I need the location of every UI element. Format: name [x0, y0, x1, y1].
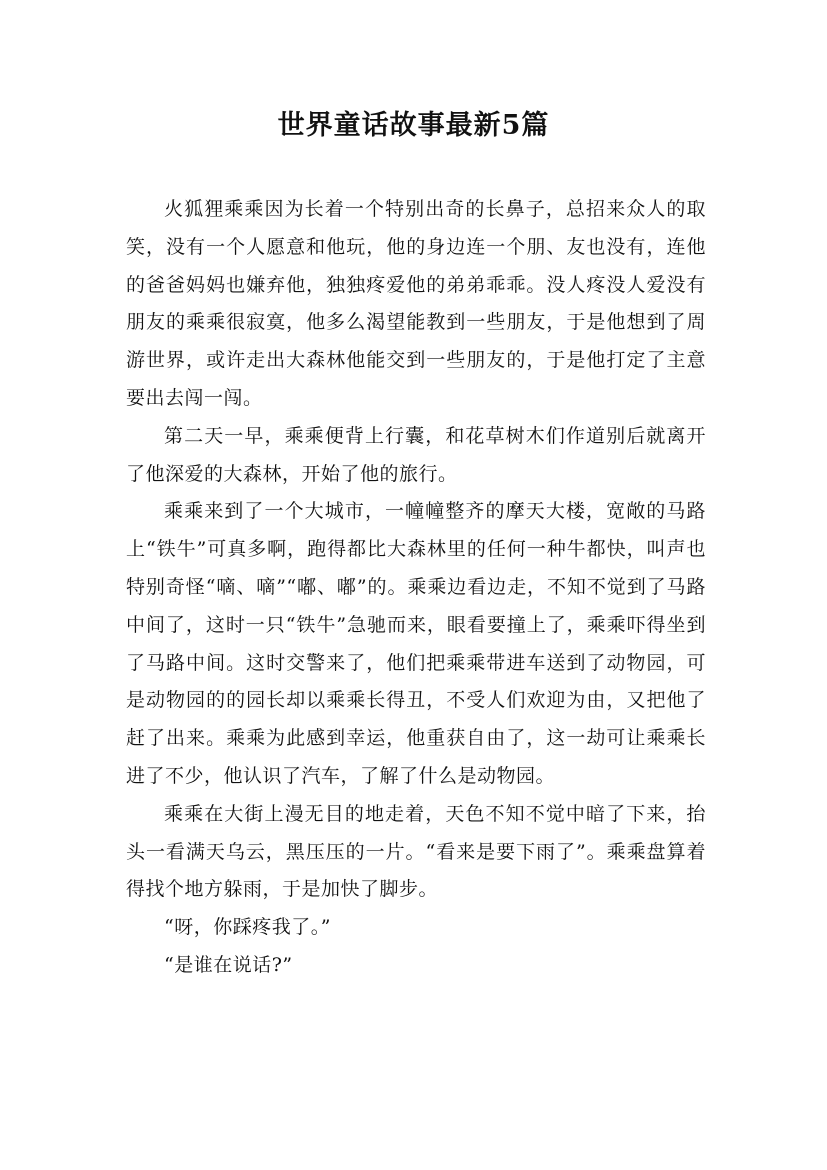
dialogue-line-1: “呀，你踩疼我了。” [164, 916, 331, 939]
paragraph-4: 乘乘在大街上漫无目的地走着，天色不知不觉中暗了下来，抬头一看满天乌云，黑压压的一片。“看来是要下雨了”。乘乘盘算着得找个地方躲雨，于是加快了脚步。 [126, 802, 706, 901]
document-title: 世界童话故事最新5篇 [277, 110, 550, 141]
paragraph-1: 火狐狸乘乘因为长着一个特别出奇的长鼻子，总招来众人的取笑，没有一个人愿意和他玩，他的身边连一个朋、友也没有，连他的爸爸妈妈也嫌弃他，独独疼爱他的弟弟乖乖。没人疼没人爱没有朋友的乘乘很寂寞，他多么渴望能教到一些朋友，于是他想到了周游世界，或许走出大森林他能交到一些朋友的，于是他打定了主意要出去闯一闯。 [126, 198, 706, 409]
paragraph-3: 乘乘来到了一个大城市，一幢幢整齐的摩天大楼，宽敞的马路上“铁牛”可真多啊，跑得都比大森林里的任何一种牛都快，叫声也特别奇怪“嘀、嘀”“嘟、嘟”的。乘乘边看边走，不知不觉到了马路中间了，这时一只“铁牛”急驰而来，眼看要撞上了，乘乘吓得坐到了马路中间。这时交警来了，他们把乘乘带进车送到了动物园，可是动物园的的园长却以乘乘长得丑，不受人们欢迎为由，又把他了赶了出来。乘乘为此感到幸运，他重获自由了，这一劫可让乘乘长进了不少，他认识了汽车，了解了什么是动物园。 [126, 500, 706, 787]
paragraph-2: 第二天一早，乘乘便背上行囊，和花草树木们作道别后就离开了他深爱的大森林，开始了他的旅行。 [126, 424, 706, 485]
dialogue-line-2: “是谁在说话?” [164, 953, 293, 976]
document-body [126, 191, 706, 985]
